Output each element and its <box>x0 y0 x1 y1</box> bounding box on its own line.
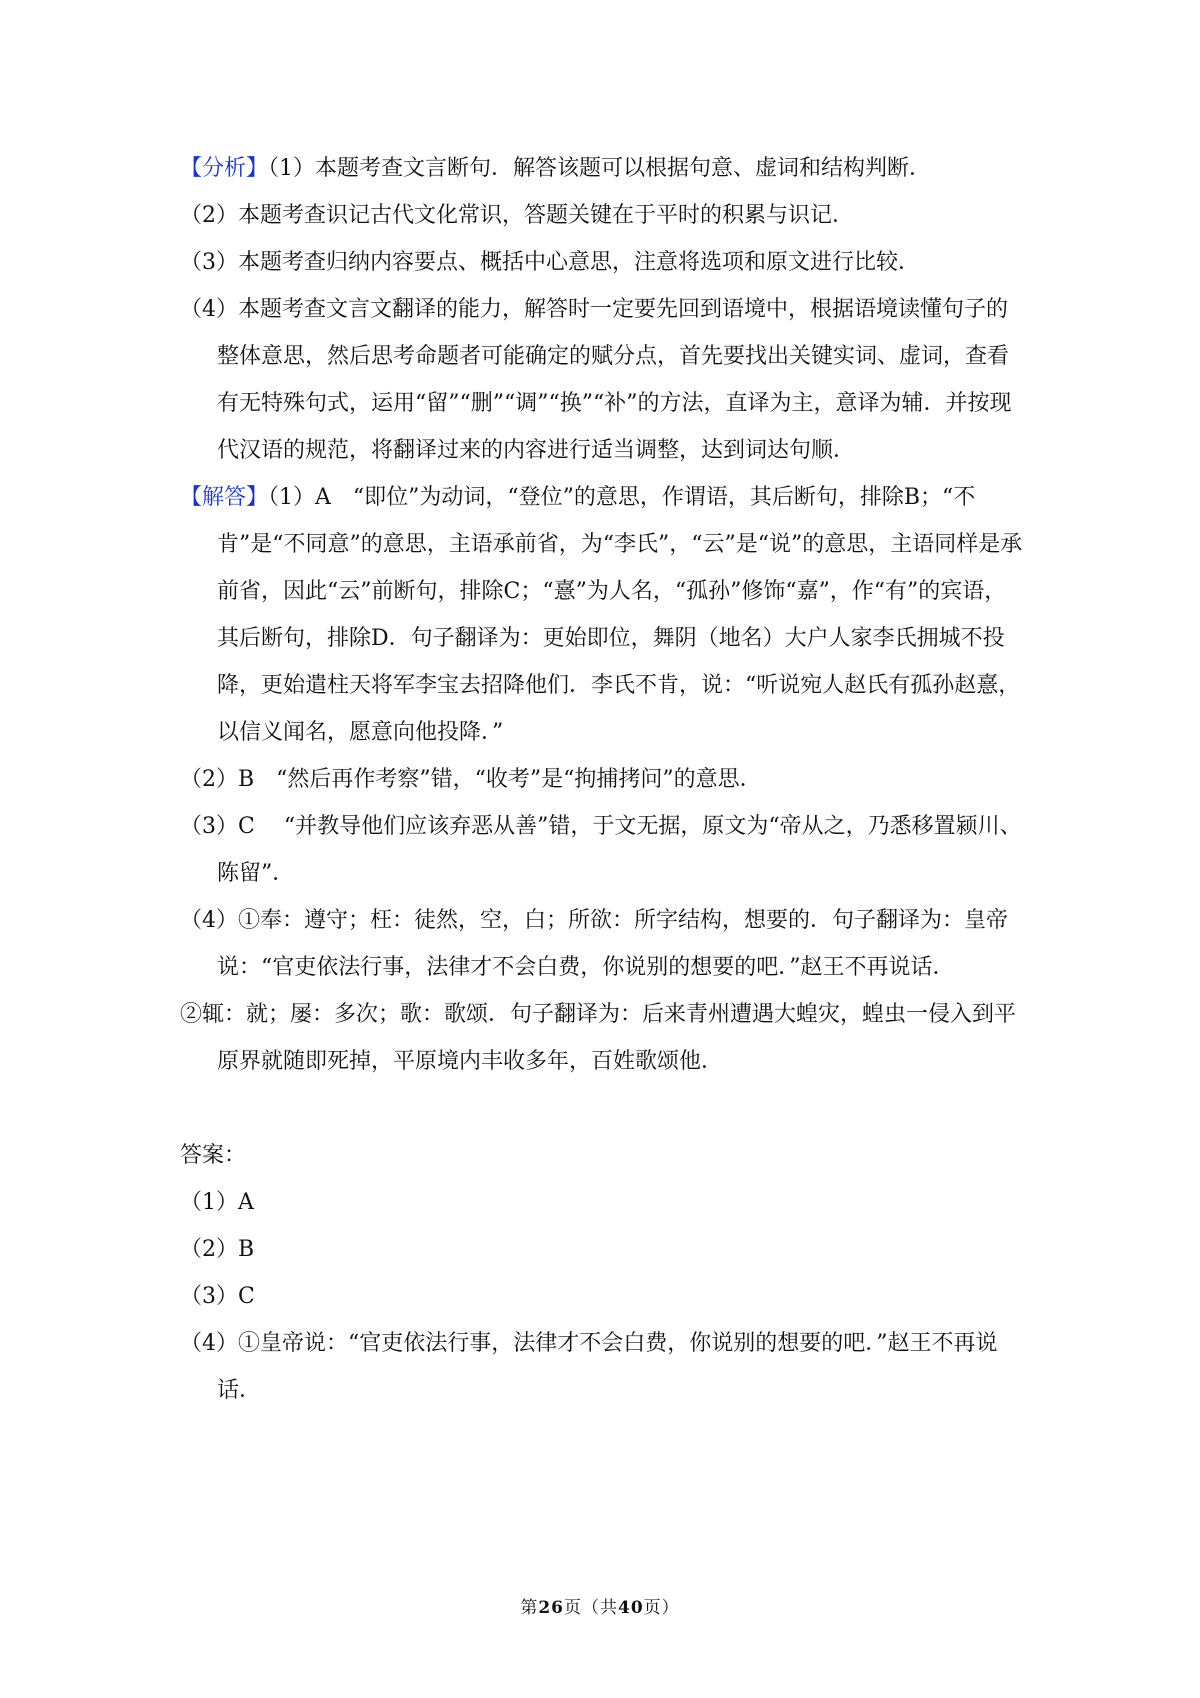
answer-item-2: （2）B “然后再作考察”错，“收考”是“拘捕拷问”的意思． <box>180 767 762 792</box>
footer-page-number: 26 <box>538 1598 564 1618</box>
footer-total-pages: 40 <box>618 1598 644 1618</box>
analysis-tag: 【分析】 <box>180 156 269 181</box>
answer-item-3: （3）C “并教导他们应该弃恶从善”错，于文无据，原文为“帝从之，乃悉移置颍川、陈留”． <box>180 814 1022 886</box>
page-footer <box>0 1593 1200 1618</box>
footer-suffix: 页） <box>643 1598 680 1618</box>
final-answer-item-4: （4）①皇帝说：“官吏依法行事，法律才不会白费，你说别的想要的吧．”赵王不再说话． <box>180 1331 998 1403</box>
answer-item-5: ②辄：就；屡：多次；歌：歌颂．句子翻译为：后来青州遭遇大蝗灾，蝗虫一侵入到平原界就随即死掉，平原境内丰收多年，百姓歌颂他． <box>180 1002 1017 1074</box>
analysis-text-1: （1）本题考查文言断句．解答该题可以根据句意、虚词和结构判断． <box>268 156 932 181</box>
section-gap <box>180 1085 1025 1132</box>
footer-prefix: 第 <box>520 1598 539 1618</box>
final-answer-item-3: （3）C <box>180 1284 255 1309</box>
analysis-item-4: （4）本题考查文言文翻译的能力，解答时一定要先回到语境中，根据语境读懂句子的整体意思，然后思考命题者可能确定的赋分点，首先要找出关键实词、虚词，查看有无特殊句式，运用“留”“删”“调”“换”“补”的方法，直译为主，意译为辅．并按现代汉语的规范，将翻译过来的内容进行适当调整，达到词达句顺． <box>180 297 1012 463</box>
answer-text-1: （1）A “即位”为动词，“登位”的意思，作谓语，其后断句，排除B；“不肯”是“不同意”的意思，主语承前省，为“李氏”，“云”是“说”的意思，主语同样是承前省，因此“云”前断句，排除C；“憙”为人名，“孤孙”修饰“嘉”，作“有”的宾语，其后断句，排除D．句子翻译为：更始即位，舞阴（地名）大户人家李氏拥城不投降，更始遣柱天将军李宝去招降他们．李氏不肯，说：“听说宛人赵氏有孤孙赵憙，以信义闻名，愿意向他投降．” <box>217 485 1023 745</box>
final-answer-label: 答案： <box>180 1143 247 1168</box>
answer-item-1 <box>180 474 1025 756</box>
analysis-item-1 <box>180 145 1025 192</box>
document-body <box>180 145 1025 1414</box>
analysis-item-2: （2）本题考查识记古代文化常识，答题关键在于平时的积累与识记． <box>180 203 854 228</box>
analysis-item-3: （3）本题考查归纳内容要点、概括中心意思，注意将选项和原文进行比较． <box>180 250 920 275</box>
answer-item-4: （4）①奉：遵守；枉：徒然，空，白；所欲：所字结构，想要的．句子翻译为：皇帝说：“官吏依法行事，法律才不会白费，你说别的想要的吧．”赵王不再说话． <box>180 908 1008 980</box>
final-answer-item-2: （2）B <box>180 1237 255 1262</box>
final-answer-item-1: （1）A <box>180 1190 254 1215</box>
footer-middle: 页（共 <box>564 1598 618 1618</box>
answer-tag: 【解答】 <box>180 485 269 510</box>
